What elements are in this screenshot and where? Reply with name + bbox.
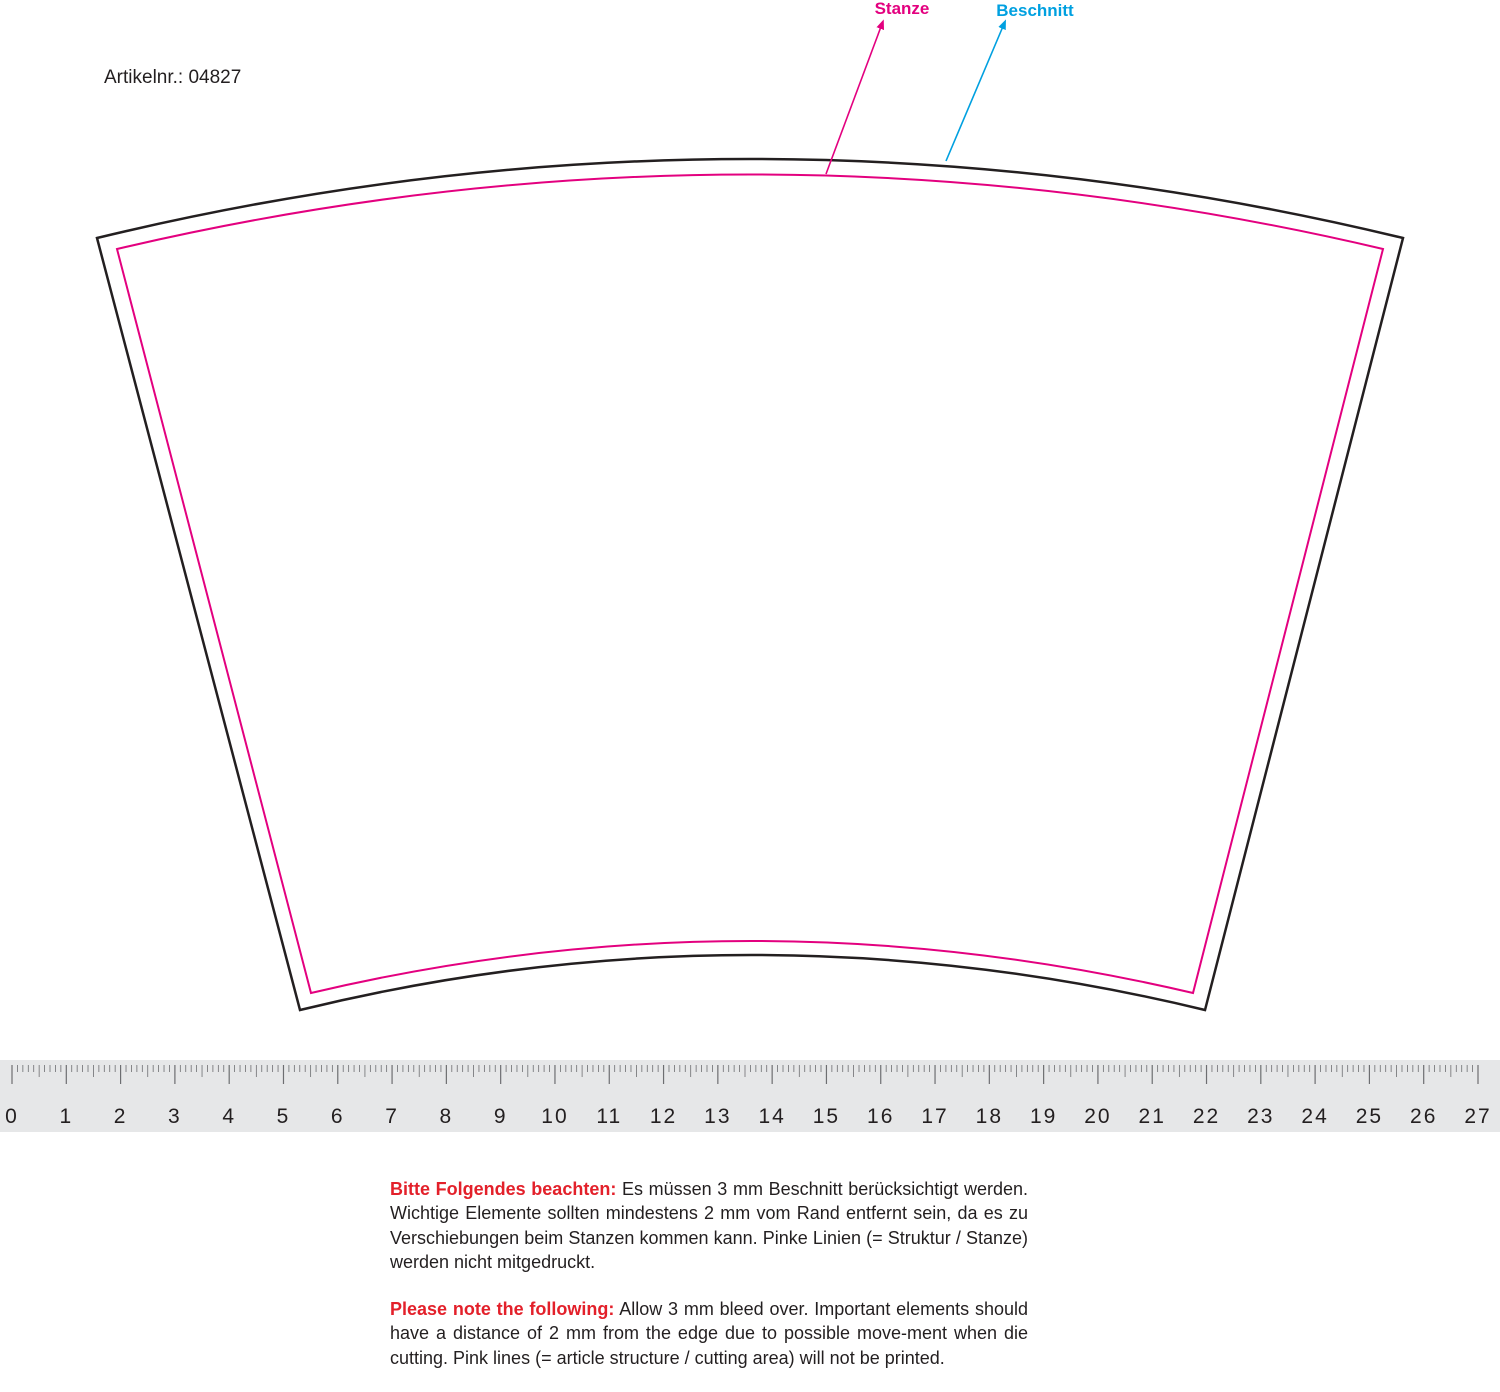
ruler-label: 13 (704, 1105, 732, 1128)
ruler-label: 24 (1301, 1105, 1329, 1128)
note-english-lead: Please note the following: (390, 1299, 615, 1319)
bleed-outline (97, 159, 1403, 1010)
ruler-label: 10 (541, 1105, 569, 1128)
ruler-label: 18 (975, 1105, 1004, 1128)
die-cut-callout-label: Stanze (874, 0, 930, 18)
ruler-label: 21 (1138, 1105, 1166, 1128)
ruler-label: 3 (168, 1105, 182, 1128)
ruler-label: 15 (812, 1105, 841, 1128)
ruler-label: 20 (1084, 1105, 1112, 1128)
ruler-label: 19 (1029, 1105, 1058, 1128)
ruler-label: 16 (867, 1105, 895, 1128)
ruler-label: 9 (493, 1105, 508, 1128)
die-cut-outline (117, 175, 1383, 994)
note-german (390, 1177, 1028, 1274)
note-german-lead: Bitte Folgendes beachten: (390, 1179, 617, 1199)
ruler-ticks (12, 1065, 1478, 1084)
article-number: Artikelnr.: 04827 (104, 67, 242, 88)
note-english-text: Allow 3 mm bleed over. Important elements should have a distance of 2 mm from the edge due to possible move-ment when die cutting. Pink lines (= article structure / cutting area) will not be printed. (390, 1299, 1028, 1368)
ruler-label: 12 (649, 1105, 678, 1128)
ruler-label: 26 (1410, 1105, 1438, 1128)
die-cut-callout-line (826, 24, 882, 174)
ruler-label: 7 (385, 1105, 399, 1128)
ruler-label: 1 (59, 1105, 74, 1128)
ruler-label: 11 (596, 1105, 623, 1128)
note-english (390, 1297, 1028, 1370)
bleed-callout-line (946, 24, 1004, 161)
ruler (0, 1060, 1500, 1132)
note-german-text: Es müssen 3 mm Beschnitt berücksichtigt werden. Wichtige Elemente sollten mindestens 2 mm vom Rand entfernt sein, da es zu Verschiebungen beim Stanzen kommen kann. Pinke Linien (= Struktur / Stanze) werden nicht mitgedruckt. (390, 1179, 1028, 1272)
ruler-label: 27 (1464, 1105, 1492, 1128)
ruler-label: 2 (113, 1105, 128, 1128)
ruler-label: 0 (5, 1105, 19, 1128)
ruler-label: 4 (222, 1105, 237, 1128)
ruler-label: 8 (439, 1105, 454, 1128)
ruler-label: 17 (921, 1105, 949, 1128)
ruler-label: 6 (330, 1105, 345, 1128)
ruler-labels (5, 1105, 1492, 1128)
bleed-callout-label: Beschnitt (996, 1, 1074, 20)
ruler-label: 23 (1247, 1105, 1275, 1128)
ruler-scale (0, 1060, 1500, 1132)
ruler-label: 5 (276, 1105, 291, 1128)
ruler-label: 25 (1355, 1105, 1384, 1128)
ruler-label: 14 (758, 1105, 786, 1128)
ruler-label: 22 (1192, 1105, 1221, 1128)
